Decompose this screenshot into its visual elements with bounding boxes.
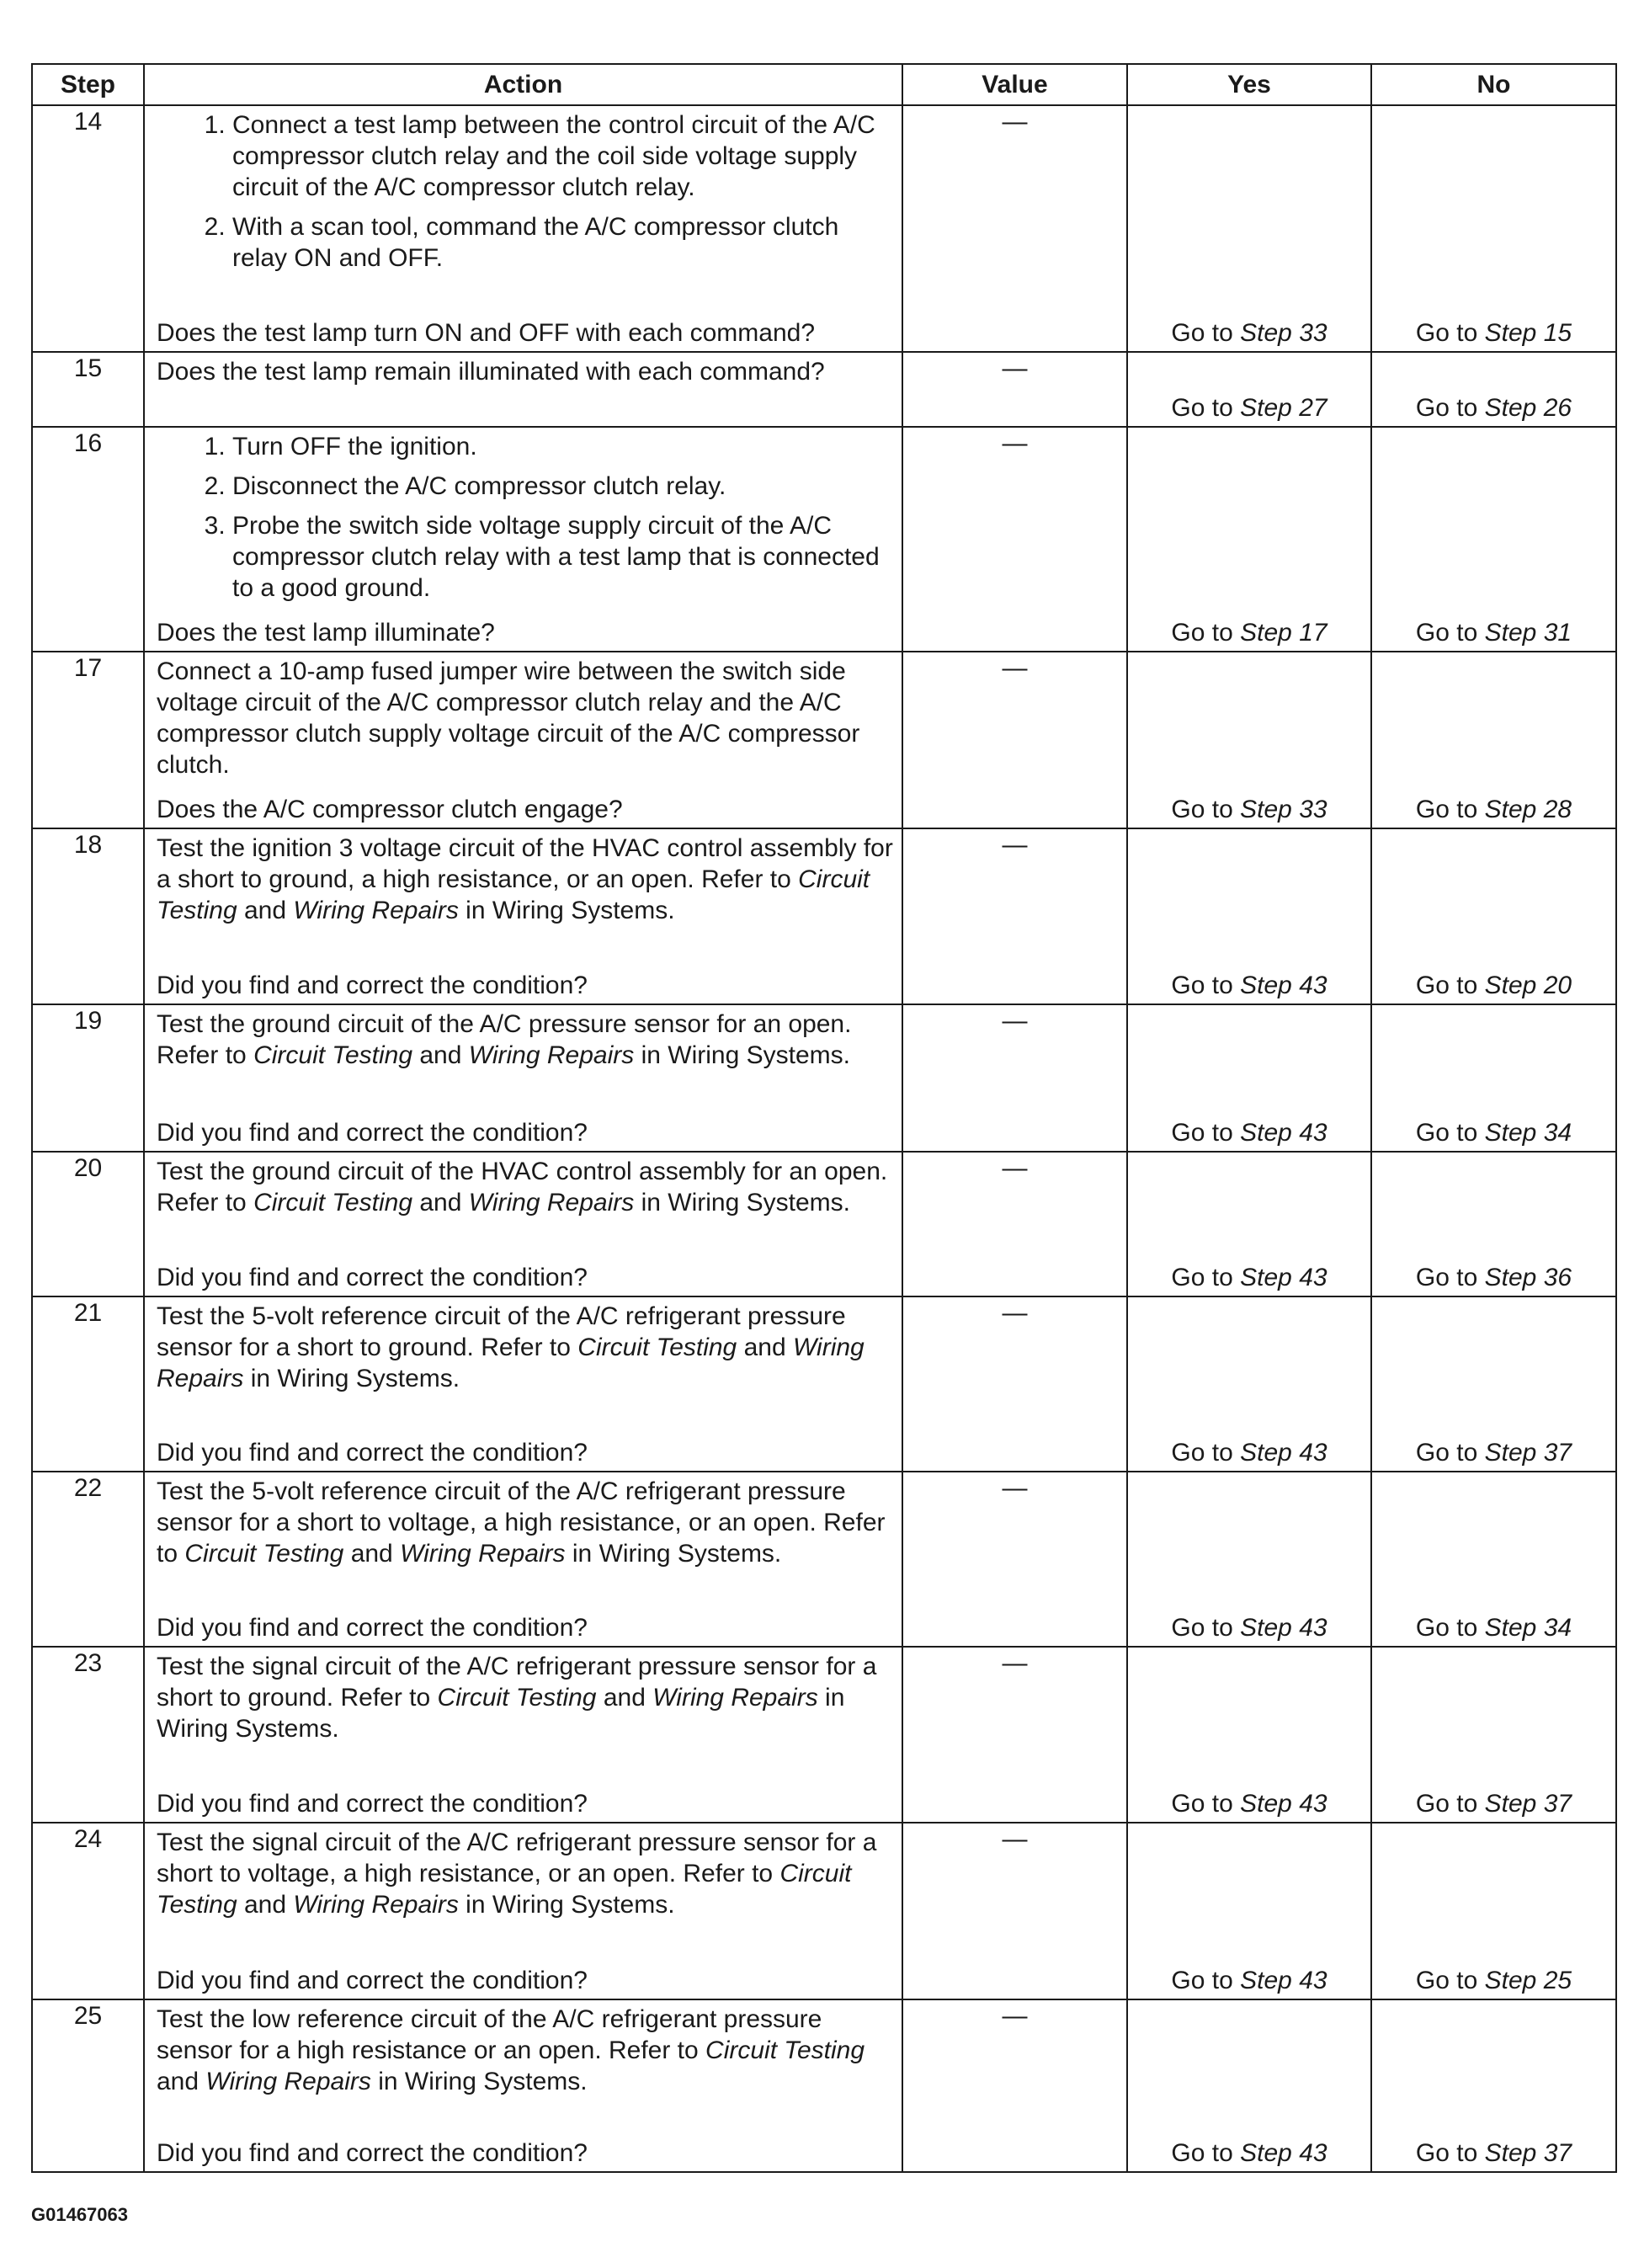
no-step-link[interactable]: 37 — [1543, 1790, 1572, 1818]
value-cell: — — [902, 352, 1127, 427]
action-question: Did you find and correct the condition? — [157, 1119, 588, 1147]
go-to-label: Go to — [1171, 319, 1233, 347]
header-value: Value — [902, 64, 1127, 105]
yes-cell — [1127, 1999, 1371, 2172]
no-cell — [1371, 105, 1616, 352]
table-row — [32, 652, 1616, 828]
action-text-start: Test the ground circuit of the HVAC control assembly for an open. Refer to — [157, 1158, 888, 1217]
go-to-label: Go to — [1171, 1439, 1233, 1467]
table-row — [32, 1296, 1616, 1472]
and-word: and — [419, 1041, 462, 1069]
action-text — [145, 1472, 902, 1569]
table-header-row — [32, 64, 1616, 105]
value-cell: — — [902, 1999, 1127, 2172]
step-word: Step — [1240, 1119, 1292, 1147]
action-text-end: in Wiring Systems. — [378, 2068, 588, 2095]
action-step: 1. Connect a test lamp between the control circuit of the A/C compressor clutch relay and the coil side voltage supply circuit of the A/C compressor clutch relay. — [232, 109, 893, 203]
and-word: and — [419, 1189, 462, 1217]
no-step-link[interactable]: 26 — [1543, 394, 1572, 422]
and-word: and — [243, 897, 287, 924]
value-cell: — — [902, 1152, 1127, 1296]
step-number: 20 — [32, 1152, 144, 1296]
step-word: Step — [1484, 1439, 1537, 1467]
table-row — [32, 1823, 1616, 1999]
action-text — [145, 2000, 902, 2097]
action-text — [145, 829, 902, 926]
go-to-label: Go to — [1171, 2139, 1233, 2167]
table-row — [32, 828, 1616, 1004]
yes-step-link[interactable]: 43 — [1299, 972, 1327, 999]
action-cell — [144, 828, 902, 1004]
yes-cell — [1127, 1296, 1371, 1472]
action-question: Did you find and correct the condition? — [157, 1264, 588, 1291]
value-cell: — — [902, 1823, 1127, 1999]
circuit-testing-ref[interactable]: Circuit Testing — [184, 1540, 344, 1568]
wiring-repairs-ref[interactable]: Wiring Repairs — [205, 2068, 371, 2095]
no-cell — [1371, 1823, 1616, 1999]
wiring-repairs-ref[interactable]: Wiring Repairs — [157, 1334, 865, 1392]
and-word: and — [243, 1891, 287, 1919]
go-to-label: Go to — [1171, 394, 1233, 422]
action-text — [145, 1297, 902, 1394]
go-to-label: Go to — [1171, 1119, 1233, 1147]
circuit-testing-ref[interactable]: Circuit Testing — [705, 2036, 865, 2064]
go-to-label: Go to — [1171, 1790, 1233, 1818]
go-to-label: Go to — [1415, 1264, 1478, 1291]
wiring-repairs-ref[interactable]: Wiring Repairs — [652, 1684, 818, 1712]
go-to-label: Go to — [1171, 1614, 1233, 1642]
yes-cell — [1127, 1004, 1371, 1152]
value-cell: — — [902, 1296, 1127, 1472]
action-question: Does the test lamp turn ON and OFF with each command? — [157, 319, 816, 347]
action-question: Did you find and correct the condition? — [157, 1790, 588, 1818]
no-step-link[interactable]: 34 — [1543, 1119, 1572, 1147]
wiring-repairs-ref[interactable]: Wiring Repairs — [293, 897, 459, 924]
action-text — [145, 1823, 902, 1920]
action-question: Does the test lamp remain illuminated with each command? — [157, 358, 825, 386]
circuit-testing-ref[interactable]: Circuit Testing — [577, 1334, 737, 1361]
action-text — [145, 1648, 902, 1744]
go-to-label: Go to — [1171, 1264, 1233, 1291]
go-to-label: Go to — [1415, 1119, 1478, 1147]
yes-cell — [1127, 1823, 1371, 1999]
and-word: and — [603, 1684, 646, 1712]
no-step-link[interactable]: 34 — [1543, 1614, 1572, 1642]
no-cell — [1371, 1472, 1616, 1647]
step-word: Step — [1240, 1967, 1292, 1994]
go-to-label: Go to — [1415, 1439, 1478, 1467]
step-word: Step — [1484, 796, 1537, 823]
table-row — [32, 105, 1616, 352]
value-cell: — — [902, 652, 1127, 828]
no-step-link[interactable]: 31 — [1543, 619, 1572, 647]
table-row — [32, 1647, 1616, 1823]
yes-step-link[interactable]: 43 — [1299, 1119, 1327, 1147]
step-word: Step — [1240, 319, 1292, 347]
step-word: Step — [1240, 1439, 1292, 1467]
circuit-testing-ref[interactable]: Circuit Testing — [157, 865, 870, 924]
step-number: 15 — [32, 352, 144, 427]
action-text-start: Test the signal circuit of the A/C refrigerant pressure sensor for a short to ground. Refer to — [157, 1653, 877, 1712]
yes-step-link[interactable]: 33 — [1299, 796, 1327, 823]
no-step-link[interactable]: 37 — [1543, 1439, 1572, 1467]
step-word: Step — [1484, 2139, 1537, 2167]
action-text-end: in Wiring Systems. — [466, 1891, 675, 1919]
no-cell — [1371, 1296, 1616, 1472]
go-to-label: Go to — [1415, 319, 1478, 347]
step-word: Step — [1484, 1119, 1537, 1147]
go-to-label: Go to — [1171, 972, 1233, 999]
step-word: Step — [1240, 1614, 1292, 1642]
value-cell: — — [902, 1004, 1127, 1152]
yes-cell — [1127, 828, 1371, 1004]
no-step-link[interactable]: 25 — [1543, 1967, 1572, 1994]
go-to-label: Go to — [1415, 619, 1478, 647]
no-cell — [1371, 828, 1616, 1004]
action-cell — [144, 1296, 902, 1472]
step-number: 17 — [32, 652, 144, 828]
no-step-link[interactable]: 36 — [1543, 1264, 1572, 1291]
step-word: Step — [1484, 319, 1537, 347]
yes-cell — [1127, 427, 1371, 652]
step-word: Step — [1484, 1967, 1537, 1994]
go-to-label: Go to — [1415, 972, 1478, 999]
yes-step-link[interactable]: 43 — [1299, 1790, 1327, 1818]
action-question: Does the A/C compressor clutch engage? — [157, 796, 623, 823]
go-to-label: Go to — [1415, 1614, 1478, 1642]
go-to-label: Go to — [1415, 1967, 1478, 1994]
no-step-link[interactable]: 28 — [1543, 796, 1572, 823]
action-cell — [144, 1647, 902, 1823]
step-number: 24 — [32, 1823, 144, 1999]
go-to-label: Go to — [1415, 2139, 1478, 2167]
action-question: Did you find and correct the condition? — [157, 1967, 588, 1994]
action-question: Did you find and correct the condition? — [157, 2139, 588, 2167]
yes-cell — [1127, 1472, 1371, 1647]
yes-step-link[interactable]: 43 — [1299, 1264, 1327, 1291]
circuit-testing-ref[interactable]: Circuit Testing — [437, 1684, 597, 1712]
step-number: 18 — [32, 828, 144, 1004]
circuit-testing-ref[interactable]: Circuit Testing — [253, 1041, 413, 1069]
yes-step-link[interactable]: 43 — [1299, 1439, 1327, 1467]
step-number: 19 — [32, 1004, 144, 1152]
go-to-label: Go to — [1171, 619, 1233, 647]
step-number: 21 — [32, 1296, 144, 1472]
header-step: Step — [32, 64, 144, 105]
action-text — [145, 1005, 902, 1071]
header-action: Action — [144, 64, 902, 105]
yes-cell — [1127, 1152, 1371, 1296]
go-to-label: Go to — [1415, 1790, 1478, 1818]
action-text-start: Test the ground circuit of the A/C pressure sensor for an open. Refer to — [157, 1010, 852, 1069]
action-cell — [144, 1823, 902, 1999]
yes-step-link[interactable]: 27 — [1299, 394, 1327, 422]
wiring-repairs-ref[interactable]: Wiring Repairs — [468, 1041, 635, 1069]
action-cell — [144, 1152, 902, 1296]
step-word: Step — [1484, 619, 1537, 647]
step-number: 14 — [32, 105, 144, 352]
action-cell — [144, 1999, 902, 2172]
step-word: Step — [1484, 394, 1537, 422]
step-number: 16 — [32, 427, 144, 652]
yes-cell — [1127, 105, 1371, 352]
action-cell — [144, 105, 902, 352]
table-row — [32, 1152, 1616, 1296]
wiring-repairs-ref[interactable]: Wiring Repairs — [400, 1540, 566, 1568]
yes-step-link[interactable]: 43 — [1299, 1967, 1327, 1994]
action-text-end: in Wiring Systems. — [641, 1189, 850, 1217]
action-cell — [144, 427, 902, 652]
and-word: and — [157, 2068, 200, 2095]
header-yes: Yes — [1127, 64, 1371, 105]
and-word: and — [350, 1540, 393, 1568]
figure-id: G01467063 — [31, 2204, 128, 2225]
action-text: Connect a 10-amp fused jumper wire between the switch side voltage circuit of the A/C compressor clutch relay and the A/C compressor clutch supply voltage circuit of the A/C compressor clutch. — [157, 658, 860, 779]
table-row — [32, 352, 1616, 427]
action-text-start: Test the low reference circuit of the A/C refrigerant pressure sensor for a high resistance or an open. Refer to — [157, 2005, 822, 2064]
step-word: Step — [1240, 796, 1292, 823]
value-cell: — — [902, 1472, 1127, 1647]
step-number: 25 — [32, 1999, 144, 2172]
action-cell — [144, 1004, 902, 1152]
action-text-start: Test the 5-volt reference circuit of the A/C refrigerant pressure sensor for a short to ground. Refer to — [157, 1302, 846, 1361]
circuit-testing-ref[interactable]: Circuit Testing — [157, 1860, 852, 1919]
wiring-repairs-ref[interactable]: Wiring Repairs — [293, 1891, 459, 1919]
action-step: 2. Disconnect the A/C compressor clutch relay. — [232, 471, 893, 502]
no-cell — [1371, 427, 1616, 652]
no-cell — [1371, 1152, 1616, 1296]
go-to-label: Go to — [1171, 796, 1233, 823]
step-word: Step — [1240, 1790, 1292, 1818]
action-question: Did you find and correct the condition? — [157, 1614, 588, 1642]
table-row — [32, 427, 1616, 652]
step-word: Step — [1240, 972, 1292, 999]
action-step: 1. Turn OFF the ignition. — [232, 431, 893, 462]
step-number: 23 — [32, 1647, 144, 1823]
yes-step-link[interactable]: 43 — [1299, 1614, 1327, 1642]
action-cell — [144, 1472, 902, 1647]
action-text-start: Test the 5-volt reference circuit of the A/C refrigerant pressure sensor for a short to voltage, a high resistance, or an open. Refer to — [157, 1477, 886, 1568]
value-cell: — — [902, 105, 1127, 352]
step-word: Step — [1240, 2139, 1292, 2167]
and-word: and — [743, 1334, 786, 1361]
step-word: Step — [1240, 619, 1292, 647]
action-cell — [144, 352, 902, 427]
go-to-label: Go to — [1171, 1967, 1233, 1994]
header-no: No — [1371, 64, 1616, 105]
action-text-end: in Wiring Systems. — [157, 1684, 845, 1743]
table-row — [32, 1999, 1616, 2172]
step-word: Step — [1484, 1614, 1537, 1642]
action-text — [145, 1153, 902, 1218]
step-word: Step — [1484, 1790, 1537, 1818]
go-to-label: Go to — [1415, 394, 1478, 422]
action-question: Does the test lamp illuminate? — [157, 619, 495, 647]
action-question: Did you find and correct the condition? — [157, 972, 588, 999]
wiring-repairs-ref[interactable]: Wiring Repairs — [468, 1189, 635, 1217]
action-step: 3. Probe the switch side voltage supply circuit of the A/C compressor clutch relay with a test lamp that is connected to a good ground. — [232, 510, 893, 604]
go-to-label: Go to — [1415, 796, 1478, 823]
step-word: Step — [1240, 394, 1292, 422]
yes-cell — [1127, 352, 1371, 427]
action-text-start: Test the signal circuit of the A/C refrigerant pressure sensor for a short to voltage, a high resistance, or an open. Refer to — [157, 1829, 877, 1887]
no-cell — [1371, 1004, 1616, 1152]
action-cell — [144, 652, 902, 828]
yes-step-link[interactable]: 43 — [1299, 2139, 1327, 2167]
value-cell: — — [902, 1647, 1127, 1823]
action-text-start: Test the ignition 3 voltage circuit of the HVAC control assembly for a short to ground, a high resistance, or an open. Refer to — [157, 834, 893, 893]
yes-step-link[interactable]: 17 — [1299, 619, 1327, 647]
circuit-testing-ref[interactable]: Circuit Testing — [253, 1189, 413, 1217]
diagnostic-table — [31, 63, 1617, 2173]
no-cell — [1371, 352, 1616, 427]
step-word: Step — [1484, 972, 1537, 999]
action-step: 2. With a scan tool, command the A/C compressor clutch relay ON and OFF. — [232, 211, 893, 274]
action-steps — [157, 431, 893, 604]
value-cell: — — [902, 828, 1127, 1004]
action-question: Did you find and correct the condition? — [157, 1439, 588, 1467]
no-step-link[interactable]: 20 — [1543, 972, 1572, 999]
action-text-end: in Wiring Systems. — [641, 1041, 850, 1069]
action-steps — [157, 109, 893, 274]
table-row — [32, 1472, 1616, 1647]
no-cell — [1371, 1999, 1616, 2172]
yes-cell — [1127, 652, 1371, 828]
no-step-link[interactable]: 15 — [1543, 319, 1572, 347]
action-text-end: in Wiring Systems. — [466, 897, 675, 924]
value-cell: — — [902, 427, 1127, 652]
table-row — [32, 1004, 1616, 1152]
yes-step-link[interactable]: 33 — [1299, 319, 1327, 347]
no-cell — [1371, 652, 1616, 828]
no-cell — [1371, 1647, 1616, 1823]
step-number: 22 — [32, 1472, 144, 1647]
action-text-end: in Wiring Systems. — [572, 1540, 782, 1568]
step-word: Step — [1484, 1264, 1537, 1291]
step-word: Step — [1240, 1264, 1292, 1291]
yes-cell — [1127, 1647, 1371, 1823]
no-step-link[interactable]: 37 — [1543, 2139, 1572, 2167]
action-text-end: in Wiring Systems. — [250, 1365, 460, 1392]
